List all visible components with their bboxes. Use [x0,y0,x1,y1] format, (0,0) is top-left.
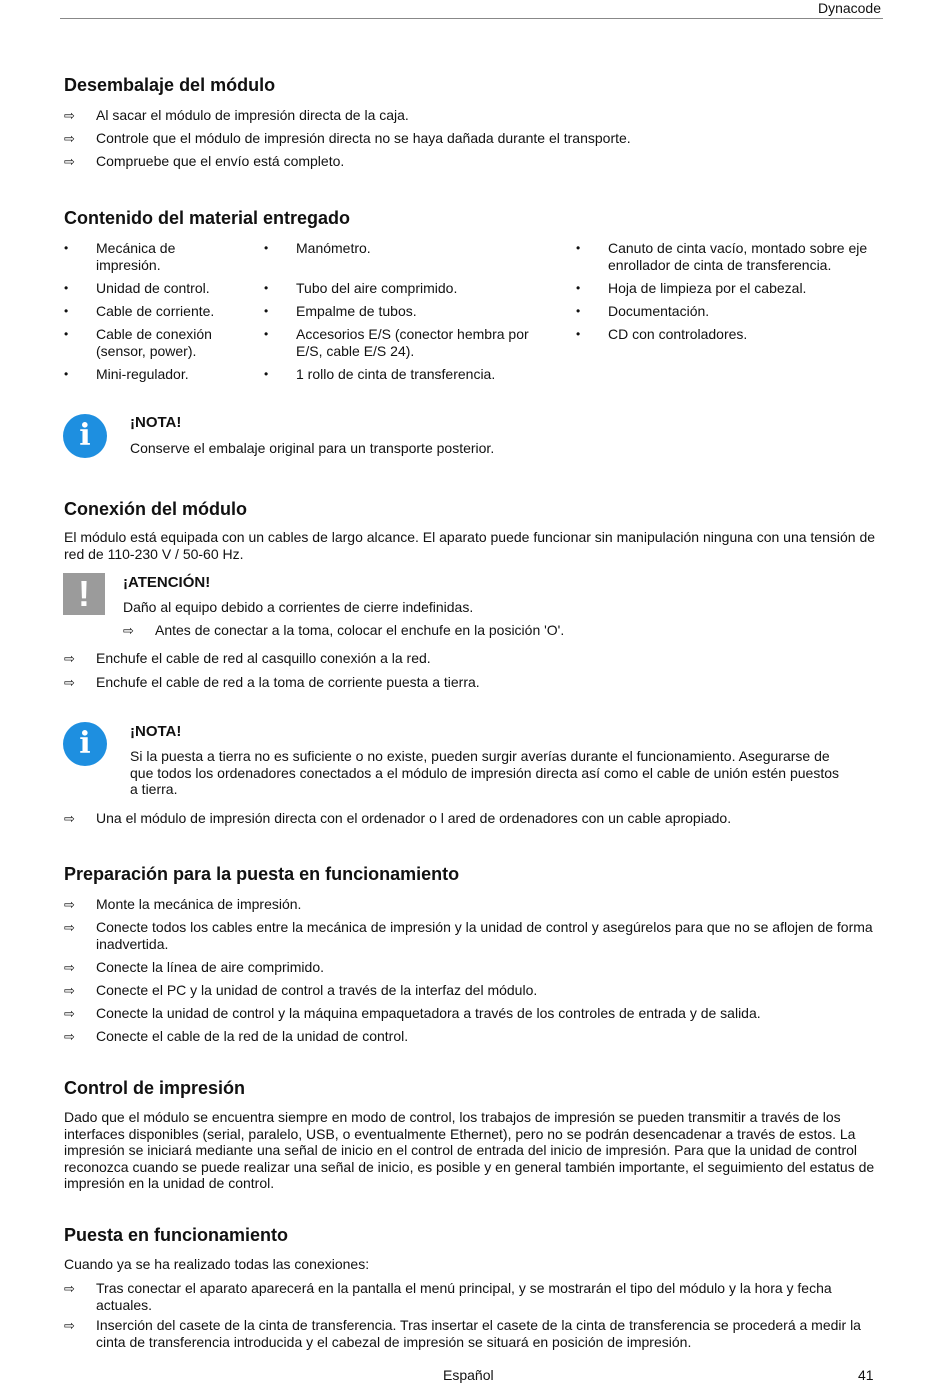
bullet-icon: • [64,367,69,381]
bullet-icon: • [264,327,269,341]
section-title-print-control: Control de impresión [64,1078,246,1098]
attention-title: ¡ATENCIÓN! [123,574,211,591]
arrow-icon: ⇨ [64,675,75,690]
paragraph: Dado que el módulo se encuentra siempre en modo de control, los trabajos de impresión se pueden transmitir a través de los interfaces disponibles (serial, paralelo, USB, o eventualmente Ethernet), pero no se podrán desencadenar a través de estos. La impresión se iniciará mediante una señal de inicio en el control de entrada del inicio de impresión. Para que la unidad de control reconozca cuando se puede realizar una señal de inicio, es posible y en general también importante, el seguimiento del estatus de impresión en la unidad de control. [64,1109,875,1191]
section-title-unpack: Desembalaje del módulo [64,75,276,95]
arrow-icon: ⇨ [64,920,75,935]
bullet-icon: • [576,327,581,341]
header-brand: Dynacode [817,0,881,16]
info-icon: i [63,722,107,766]
section-title-connection: Conexión del módulo [64,499,247,519]
bullet-icon: • [576,241,581,255]
bullet-icon: • [576,281,581,295]
bullet-icon: • [264,304,269,318]
note-title: ¡NOTA! [130,414,182,431]
bullet-icon: • [64,281,69,295]
arrow-icon: ⇨ [64,1006,75,1021]
bullet-icon: • [64,304,69,318]
page-header [60,0,883,19]
arrow-icon: ⇨ [64,897,75,912]
info-icon: i [63,414,107,458]
attention-text: Daño al equipo debido a corrientes de cierre indefinidas. [123,599,474,615]
paragraph: El módulo está equipada con un cables de largo alcance. El aparato puede funcionar sin manipulación ninguna con una tensión de red de 110-230 V / 50-60 Hz. [64,529,876,562]
arrow-icon: ⇨ [64,651,75,666]
bullet-icon: • [64,327,69,341]
arrow-icon: ⇨ [123,623,134,638]
arrow-icon: ⇨ [64,108,75,123]
section-title-startup: Puesta en funcionamiento [64,1225,289,1245]
arrow-icon: ⇨ [64,983,75,998]
arrow-icon: ⇨ [64,1029,75,1044]
arrow-icon: ⇨ [64,131,75,146]
arrow-icon: ⇨ [64,154,75,169]
arrow-icon: ⇨ [64,960,75,975]
arrow-icon: ⇨ [64,1318,75,1333]
warning-icon: ! [63,573,105,615]
bullet-icon: • [264,241,269,255]
section-title-contents: Contenido del material entregado [64,208,351,228]
footer-language: Español [443,1367,494,1383]
note-text: Conserve el embalaje original para un transporte posterior. [130,440,495,456]
paragraph: Cuando ya se ha realizado todas las conexiones: [64,1256,370,1272]
bullet-icon: • [264,281,269,295]
bullet-icon: • [264,367,269,381]
note-title: ¡NOTA! [130,723,182,740]
note-text: Si la puesta a tierra no es suficiente o no existe, pueden surgir averías durante el funcionamiento. Asegurarse de que todos los ordenadores conectados a el módulo de impresión directa así como el cable de unión estén puestos a tierra. [130,748,840,797]
bullet-icon: • [64,241,69,255]
arrow-icon: ⇨ [64,811,75,826]
bullet-icon: • [576,304,581,318]
arrow-icon: ⇨ [64,1281,75,1296]
page-number: 41 [858,1367,874,1383]
section-title-prep: Preparación para la puesta en funcionamiento [64,864,460,884]
